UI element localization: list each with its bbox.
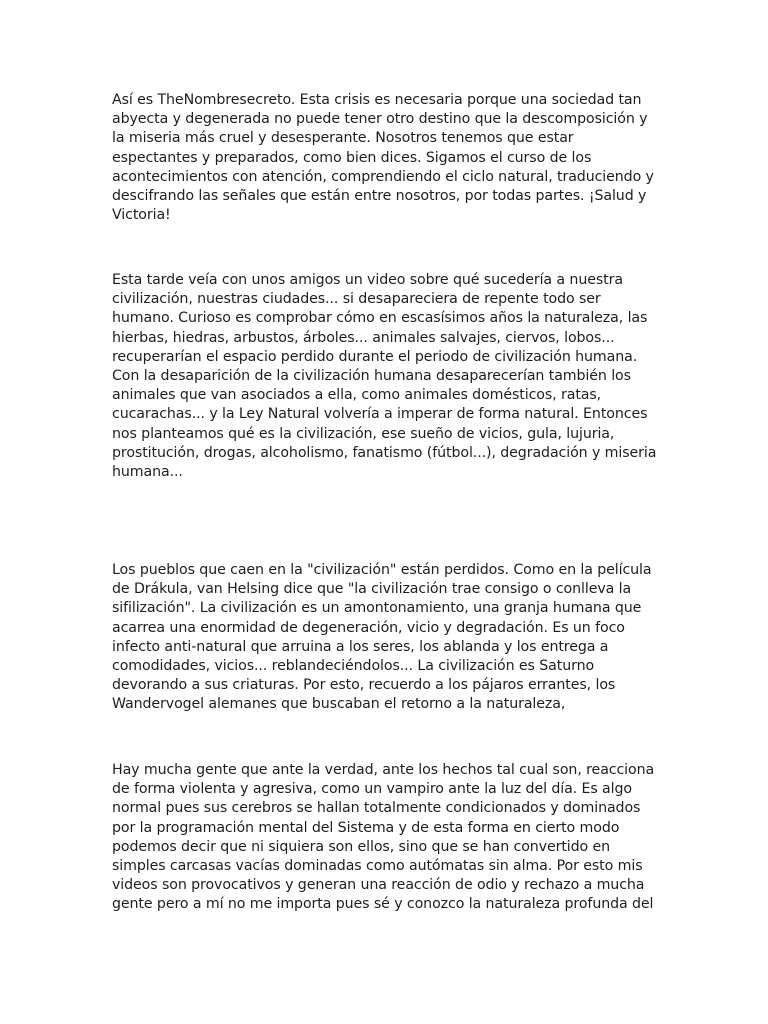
text-line: sifilización". La civilización es un amontonamiento, una granja humana que xyxy=(112,600,642,617)
text-line: civilización, nuestras ciudades... si desapareciera de repente todo ser xyxy=(112,291,601,308)
text-line: descifrando las señales que están entre nosotros, por todas partes. ¡Salud y xyxy=(112,188,647,205)
text-line: devorando a sus criaturas. Por esto, recuerdo a los pájaros errantes, los xyxy=(112,677,616,694)
paragraph-1 xyxy=(112,91,657,225)
text-line: Así es TheNombresecreto. Esta crisis es necesaria porque una sociedad tan xyxy=(112,92,642,108)
text-line: videos son provocativos y generan una reacción de odio y rechazo a mucha xyxy=(112,877,645,894)
text-line: de Drákula, van Helsing dice que "la civilización trae consigo o conlleva la xyxy=(112,581,632,598)
text-line: Los pueblos que caen en la "civilización" están perdidos. Como en la película xyxy=(112,562,652,578)
text-line: animales que van asociados a ella, como animales domésticos, ratas, xyxy=(112,387,602,404)
text-line: humana... xyxy=(112,464,183,481)
text-line: recuperarían el espacio perdido durante el periodo de civilización humana. xyxy=(112,348,638,365)
text-line: humano. Curioso es comprobar cómo en escasísimos años la naturaleza, las xyxy=(112,310,648,327)
text-line: Victoria! xyxy=(112,207,171,224)
text-line: espectantes y preparados, como bien dices. Sigamos el curso de los xyxy=(112,149,592,166)
text-line: normal pues sus cerebros se hallan totalmente condicionados y dominados xyxy=(112,800,641,817)
text-line: Esta tarde veía con unos amigos un video sobre qué sucedería a nuestra xyxy=(112,272,623,288)
text-line: nos planteamos qué es la civilización, ese sueño de vicios, gula, lujuria, xyxy=(112,425,615,442)
text-line: cucarachas... y la Ley Natural volvería a imperar de forma natural. Entonces xyxy=(112,406,648,423)
text-line: acarrea una enormidad de degeneración, vicio y degradación. Es un foco xyxy=(112,619,625,636)
text-line: prostitución, drogas, alcoholismo, fanatismo (fútbol...), degradación y miseria xyxy=(112,444,657,461)
text-line: de forma violenta y agresiva, como un vampiro ante la luz del día. Es algo xyxy=(112,781,632,798)
text-line: comodidades, vicios... reblandeciéndolos... La civilización es Saturno xyxy=(112,658,595,675)
text-line: Hay mucha gente que ante la verdad, ante los hechos tal cual son, reacciona xyxy=(112,762,655,778)
text-line: hierbas, hiedras, arbustos, árboles... animales salvajes, ciervos, lobos... xyxy=(112,329,615,346)
text-line: abyecta y degenerada no puede tener otro destino que la descomposición y xyxy=(112,111,648,128)
text-line: acontecimientos con atención, comprendiendo el ciclo natural, traduciendo y xyxy=(112,168,654,185)
text-line: simples carcasas vacías dominadas como autómatas sin alma. Por esto mis xyxy=(112,858,643,875)
text-line: gente pero a mí no me importa pues sé y conozco la naturaleza profunda del xyxy=(112,896,654,913)
text-line: por la programación mental del Sistema y de esta forma en cierto modo xyxy=(112,819,620,836)
text-line: podemos decir que ni siquiera son ellos, sino que se han convertido en xyxy=(112,838,611,855)
text-line: infecto anti-natural que arruina a los seres, los ablanda y los entrega a xyxy=(112,638,609,655)
paragraph-2 xyxy=(112,271,657,482)
text-line: la miseria más cruel y desesperante. Nosotros tenemos que estar xyxy=(112,130,574,147)
paragraph-3 xyxy=(112,561,657,715)
text-line: Wandervogel alemanes que buscaban el retorno a la naturaleza, xyxy=(112,696,566,713)
paragraph-4 xyxy=(112,761,657,915)
text-line: Con la desaparición de la civilización humana desaparecerían también los xyxy=(112,368,631,385)
